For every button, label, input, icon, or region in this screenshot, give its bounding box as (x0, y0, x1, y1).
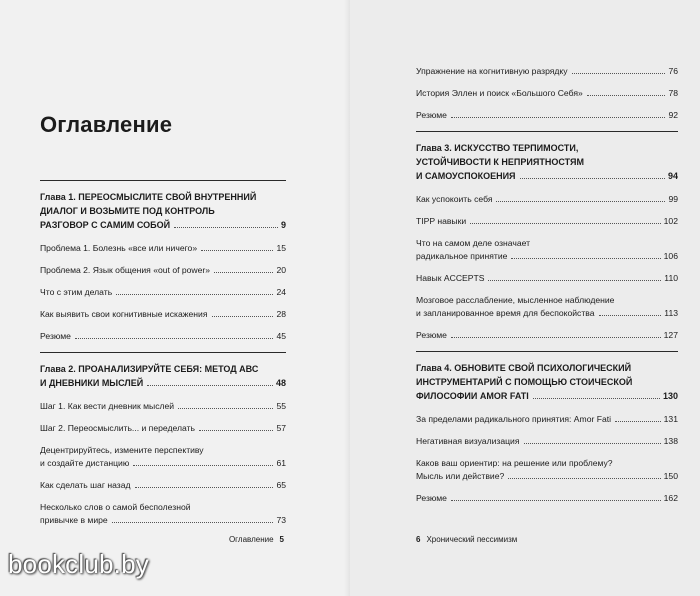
toc-entry-text: Что с этим делать (40, 287, 113, 297)
leader-dots (135, 487, 274, 488)
leader-dots (587, 95, 666, 96)
toc-entry-text: Как выявить свои когнитивные искажения (40, 309, 208, 319)
running-head: Хронический пессимизм (426, 535, 518, 544)
leader-dots (75, 338, 274, 339)
toc-entry[interactable] (40, 330, 286, 343)
leader-dots (488, 280, 661, 281)
toc-entry-text-line-1: Каков ваш ориентир: на решение или проблему? (416, 458, 613, 468)
toc-entry[interactable] (416, 193, 678, 206)
chapter-1-line-3: РАЗГОВОР С САМИМ СОБОЙ (40, 220, 171, 230)
toc-entry-text-line-1: Несколько слов о самой бесполезной (40, 502, 191, 512)
chapter-1-page: 9 (280, 220, 286, 230)
toc-entry[interactable] (416, 215, 678, 228)
toc-entry-text: Упражнение на когнитивную разрядку (416, 66, 568, 76)
page-number: 6 (416, 535, 421, 544)
toc-entry[interactable] (416, 435, 678, 448)
chapter-3-entry[interactable] (416, 131, 678, 183)
toc-entry-page: 55 (276, 401, 286, 411)
toc-entry-page: 162 (663, 493, 678, 503)
page-footer-right (416, 535, 517, 544)
leader-dots (112, 522, 274, 523)
toc-entry-text: Резюме (416, 493, 447, 503)
chapter-3-page: 94 (667, 171, 678, 181)
toc-entry[interactable] (40, 422, 286, 435)
toc-entry-text: Шаг 2. Переосмыслить... и переделать (40, 423, 196, 433)
toc-entry[interactable] (416, 457, 678, 483)
toc-entry-page: 110 (664, 273, 678, 283)
toc-entry[interactable] (40, 400, 286, 413)
watermark-text: bookclub.by (8, 549, 149, 579)
chapter-2-page: 48 (275, 378, 286, 388)
toc-entry[interactable] (416, 492, 678, 505)
toc-entry-page: 76 (668, 66, 678, 76)
leader-dots (451, 500, 661, 501)
toc-entry[interactable] (416, 87, 678, 100)
chapter-2-line-2: И ДНЕВНИКИ МЫСЛЕЙ (40, 378, 144, 388)
toc-entry[interactable] (40, 264, 286, 277)
toc-entry[interactable] (40, 501, 286, 527)
chapter-1-line-2: ДИАЛОГ И ВОЗЬМИТЕ ПОД КОНТРОЛЬ (40, 206, 215, 216)
toc-entry-page: 150 (663, 471, 678, 481)
toc-entry[interactable] (416, 413, 678, 426)
toc-entry-text: Резюме (416, 110, 447, 120)
leader-dots (496, 201, 665, 202)
toc-entry[interactable] (416, 294, 678, 320)
toc-entry-text-line-1: Децентрируйтесь, измените перспективу (40, 445, 204, 455)
chapter-3-line-2: УСТОЙЧИВОСТИ К НЕПРИЯТНОСТЯМ (416, 157, 584, 167)
chapter-3-line-1: Глава 3. ИСКУССТВО ТЕРПИМОСТИ, (416, 143, 579, 153)
toc-entry-text: Как успокоить себя (416, 194, 493, 204)
leader-dots (508, 478, 660, 479)
toc-entry-text: Резюме (40, 331, 71, 341)
page-title: Оглавление (40, 112, 173, 137)
leader-dots (212, 316, 274, 317)
toc-entry-text: Навык ACCEPTS (416, 273, 485, 283)
toc-entry-page: 99 (668, 194, 678, 204)
leader-dots (147, 385, 273, 386)
leader-dots (533, 398, 660, 399)
toc-entry[interactable] (40, 242, 286, 255)
leader-dots (133, 465, 273, 466)
toc-entry-page: 61 (276, 458, 286, 468)
toc-entry[interactable] (416, 329, 678, 342)
toc-entry-text: Проблема 2. Язык общения «out of power» (40, 265, 211, 275)
toc-column-right (416, 65, 678, 514)
toc-entry-text: TIPP навыки (416, 216, 467, 226)
toc-entry[interactable] (416, 65, 678, 78)
leader-dots (214, 272, 273, 273)
chapter-4-line-2: ИНСТРУМЕНТАРИЙ С ПОМОЩЬЮ СТОИЧЕСКОЙ (416, 377, 633, 387)
toc-entry-text: Как сделать шаг назад (40, 480, 131, 490)
chapter-2-entry[interactable] (40, 352, 286, 390)
page-number: 5 (279, 535, 284, 544)
toc-entry-page: 65 (276, 480, 286, 490)
toc-entry-page: 73 (276, 515, 286, 525)
chapter-3-line-3: И САМОУСПОКОЕНИЯ (416, 171, 516, 181)
toc-entry-page: 138 (663, 436, 678, 446)
leader-dots (451, 337, 661, 338)
chapter-4-line-1: Глава 4. ОБНОВИТЕ СВОЙ ПСИХОЛОГИЧЕСКИЙ (416, 363, 632, 373)
leader-dots (520, 178, 665, 179)
leader-dots (174, 227, 278, 228)
toc-entry-text-line-1: Что на самом деле означает (416, 238, 531, 248)
leader-dots (451, 117, 666, 118)
toc-entry-page: 106 (663, 251, 678, 261)
leader-dots (524, 443, 661, 444)
toc-entry-page: 20 (276, 265, 286, 275)
toc-entry-page: 15 (276, 243, 286, 253)
toc-entry-text: Негативная визуализация (416, 436, 520, 446)
toc-entry-page: 28 (276, 309, 286, 319)
toc-entry[interactable] (40, 286, 286, 299)
toc-entry-text: За пределами радикального принятия: Amor Fati (416, 414, 612, 424)
leader-dots (470, 223, 660, 224)
toc-entry[interactable] (416, 237, 678, 263)
toc-entry-text-line-2: радикальное принятие (416, 251, 508, 261)
leader-dots (572, 73, 666, 74)
chapter-2-line-1: Глава 2. ПРОАНАЛИЗИРУЙТЕ СЕБЯ: МЕТОД АВС (40, 364, 259, 374)
toc-entry-page: 131 (663, 414, 678, 424)
toc-entry-page: 127 (663, 330, 678, 340)
toc-entry-text-line-2: привычке в мире (40, 515, 108, 525)
toc-entry-page: 102 (663, 216, 678, 226)
toc-entry-text: История Эллен и поиск «Большого Себя» (416, 88, 583, 98)
leader-dots (511, 258, 660, 259)
leader-dots (116, 294, 273, 295)
leader-dots (178, 408, 273, 409)
right-page (350, 0, 700, 596)
toc-entry-text-line-1: Мозговое расслабление, мысленное наблюдение (416, 295, 615, 305)
toc-entry-text-line-2: и запланированное время для беспокойства (416, 308, 595, 318)
leader-dots (599, 315, 662, 316)
toc-entry[interactable] (416, 109, 678, 122)
toc-entry-text-line-2: Мысль или действие? (416, 471, 505, 481)
chapter-1-entry[interactable] (40, 180, 286, 232)
toc-entry-text: Шаг 1. Как вести дневник мыслей (40, 401, 175, 411)
chapter-4-entry[interactable] (416, 351, 678, 403)
toc-column-left (40, 180, 286, 536)
toc-entry-text: Резюме (416, 330, 447, 340)
toc-entry-page: 57 (276, 423, 286, 433)
leader-dots (615, 421, 661, 422)
toc-entry-page: 78 (668, 88, 678, 98)
page-footer-left (229, 535, 284, 544)
chapter-4-page: 130 (662, 391, 678, 401)
toc-entry-text-line-2: и создайте дистанцию (40, 458, 130, 468)
leader-dots (199, 430, 273, 431)
toc-entry[interactable] (40, 479, 286, 492)
toc-entry[interactable] (40, 444, 286, 470)
running-head: Оглавление (228, 535, 274, 544)
toc-entry[interactable] (416, 272, 678, 285)
toc-entry-page: 45 (276, 331, 286, 341)
leader-dots (201, 250, 273, 251)
chapter-4-line-3: ФИЛОСОФИИ AMOR FATI (416, 391, 529, 401)
toc-entry-page: 92 (668, 110, 678, 120)
toc-entry[interactable] (40, 308, 286, 321)
toc-entry-page: 113 (664, 308, 678, 318)
toc-entry-text: Проблема 1. Болезнь «все или ничего» (40, 243, 198, 253)
chapter-1-line-1: Глава 1. ПЕРЕОСМЫСЛИТЕ СВОЙ ВНУТРЕННИЙ (40, 192, 257, 202)
toc-entry-page: 24 (276, 287, 286, 297)
